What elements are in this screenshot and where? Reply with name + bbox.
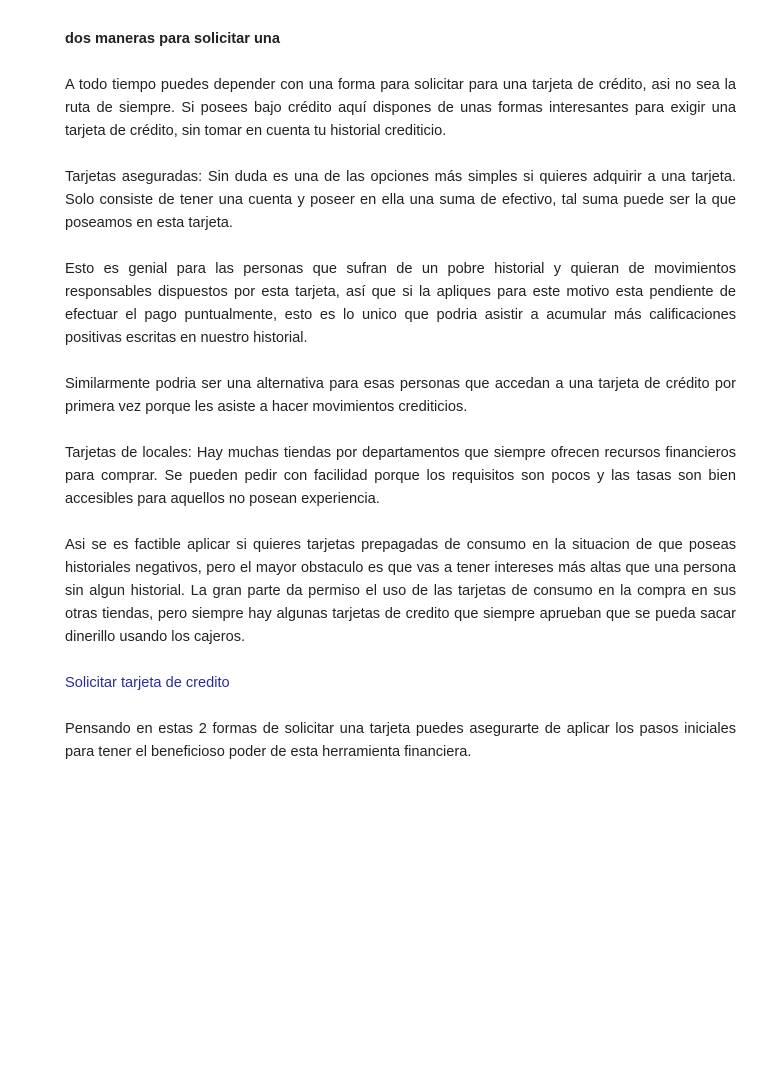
solicitar-tarjeta-link[interactable]: Solicitar tarjeta de credito	[65, 675, 230, 691]
paragraph-store-cards: Tarjetas de locales: Hay muchas tiendas por departamentos que siempre ofrecen recursos financieros para comprar. Se pueden pedir con facilidad porque los requisitos son pocos y las tasas son bien accesibles para aquellos no posean experiencia.	[65, 445, 736, 507]
paragraph-bad-history: Esto es genial para las personas que sufran de un pobre historial y quieran de movimientos responsables dispuestos por esta tarjeta, así que si la apliques para este motivo esta pendiente de efectuar el pago puntualmente, esto es lo unico que podria asistir a acumular más calificaciones positivas escritas en nuestro historial.	[65, 261, 736, 346]
paragraph-secured-cards: Tarjetas aseguradas: Sin duda es una de las opciones más simples si quieres adquirir a una tarjeta. Solo consiste de tener una cuenta y poseer en ella una suma de efectivo, tal suma puede ser la que poseamos en esta tarjeta.	[65, 169, 736, 231]
paragraph-first-time: Similarmente podria ser una alternativa para esas personas que accedan a una tarjeta de crédito por primera vez porque les asiste a hacer movimientos crediticios.	[65, 376, 736, 415]
document-heading: dos maneras para solicitar una	[65, 31, 280, 47]
paragraph-closing: Pensando en estas 2 formas de solicitar una tarjeta puedes asegurarte de aplicar los pasos iniciales para tener el beneficioso poder de esta herramienta financiera.	[65, 721, 736, 760]
paragraph-prepaid: Asi se es factible aplicar si quieres tarjetas prepagadas de consumo en la situacion de que poseas historiales negativos, pero el mayor obstaculo es que vas a tener intereses más altas que una persona sin algun historial. La gran parte da permiso el uso de las tarjetas de consumo en la compra en sus otras tiendas, pero siempre hay algunas tarjetas de credito que siempre aprueban que se pueda sacar dinerillo usando los cajeros.	[65, 537, 736, 645]
paragraph-intro: A todo tiempo puedes depender con una forma para solicitar para una tarjeta de crédito, asi no sea la ruta de siempre. Si posees bajo crédito aquí dispones de unas formas interesantes para exigir una tarjeta de crédito, sin tomar en cuenta tu historial crediticio.	[65, 77, 736, 139]
document-page	[65, 28, 736, 787]
